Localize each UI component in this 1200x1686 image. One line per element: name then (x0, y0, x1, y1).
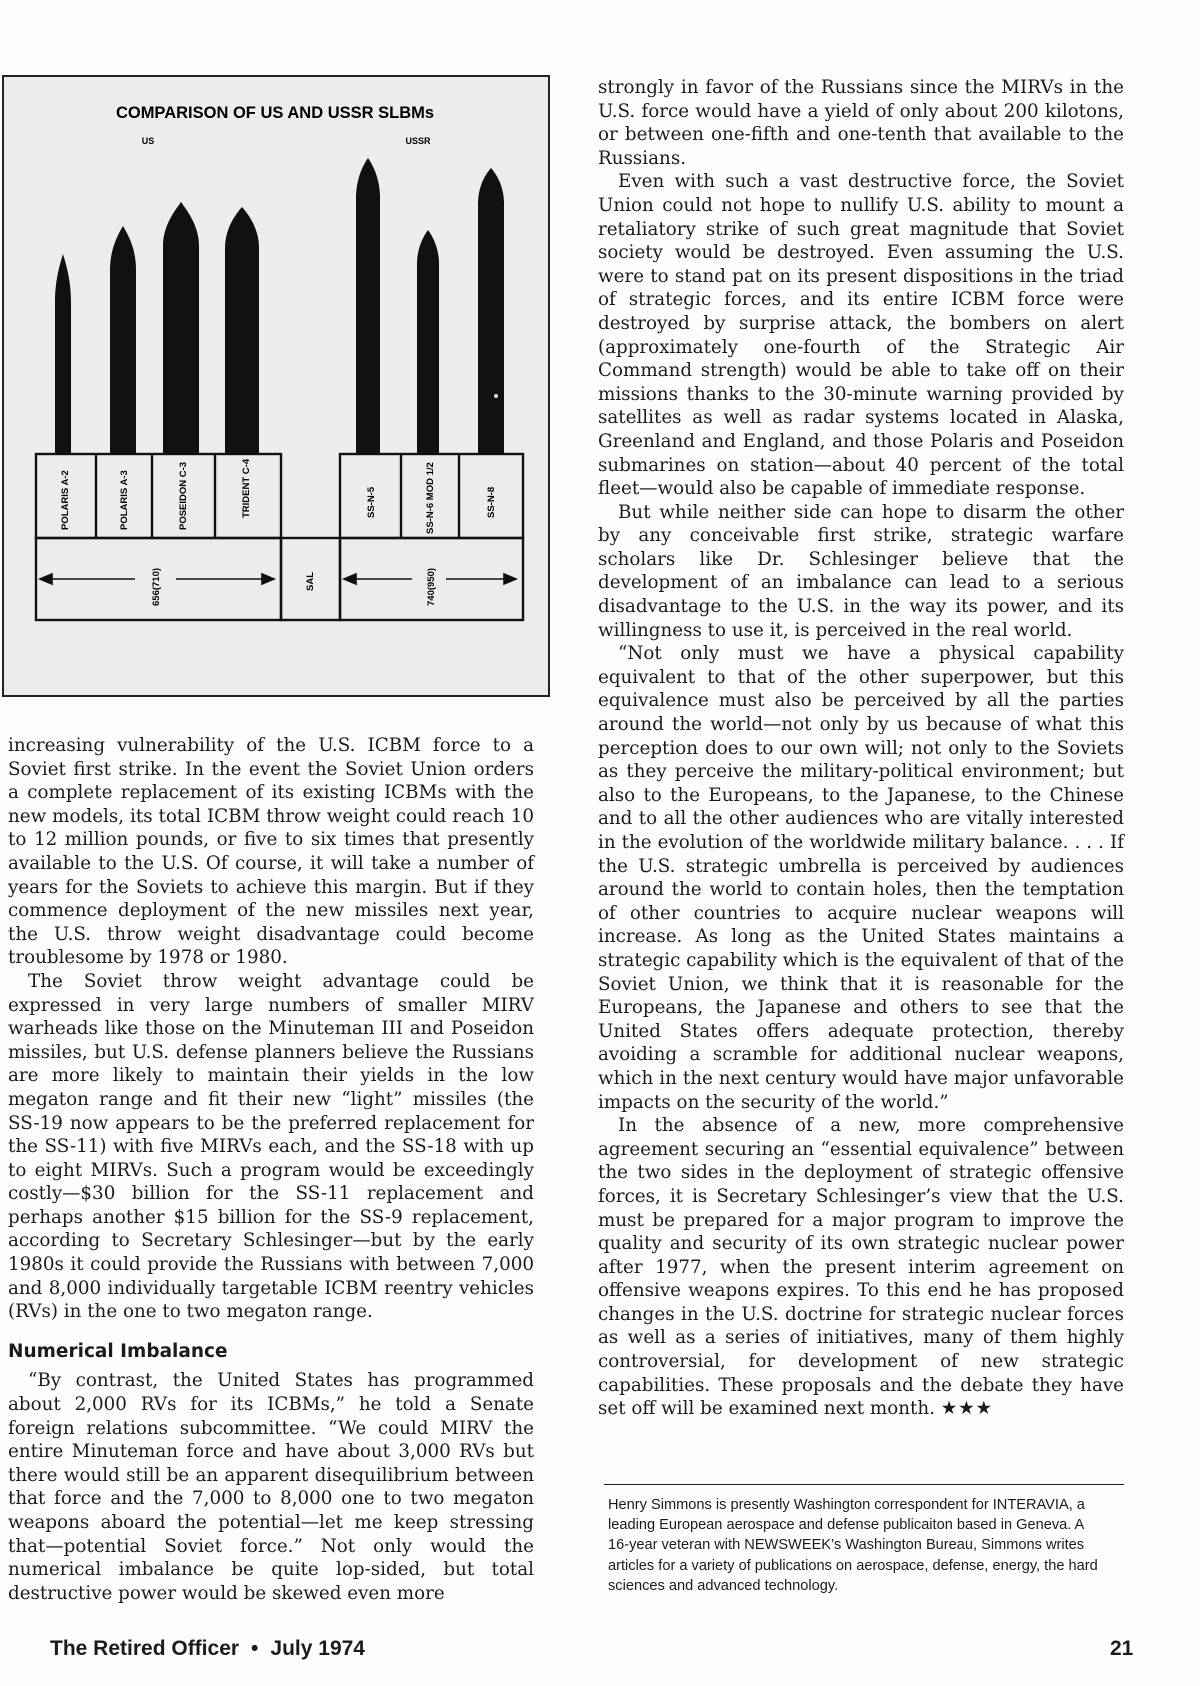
section-heading: Numerical Imbalance (8, 1340, 228, 1362)
label-ss-n-8: SS-N-8 (486, 486, 497, 518)
label-trident-c4: TRIDENT C-4 (241, 458, 252, 518)
sal-label: SAL (305, 572, 316, 591)
ussr-total-count: 740(950) (426, 567, 437, 606)
slbm-comparison-figure (0, 74, 560, 700)
left-paragraph-2: The Soviet throw weight advantage could be expressed in very large numbers of smaller MIRV warheads like those on the Minuteman III and Poseidon missiles, but U.S. defense planners believe the Russians are more likely to maintain their yields in the low megaton range and fit their new “light” missiles (the SS-19 now appears to be the preferred replacement for the SS-11) with five MIRVs each, and the SS-18 with up to eight MIRVs. Such a program would be exceedingly costly—$30 billion for the SS-11 replacement and perhaps another $15 billion for the SS-9 replacement, according to Secretary Schlesinger—but by the early 1980s it could provide the Russians with between 7,000 and 8,000 individually targetable ICBM reentry vehicles (RVs) in the one to two megaton range. (8, 970, 534, 1323)
page-number: 21 (1110, 1637, 1134, 1660)
ss-n-8-missile (478, 168, 504, 454)
ussr-heading: USSR (405, 136, 431, 146)
ss-n-8-marking (494, 394, 498, 398)
figure-frame (3, 76, 549, 696)
publication-name: The Retired Officer (50, 1637, 240, 1660)
label-ss-n-6: SS-N-6 MOD 1/2 (425, 462, 436, 534)
footer-publication-line (50, 1637, 365, 1661)
polaris-a2-missile (55, 254, 71, 454)
byline-divider (604, 1484, 1124, 1485)
polaris-a3-missile (110, 226, 136, 454)
ss-n-5-missile (356, 158, 380, 454)
label-poseidon-c3: POSEIDON C-3 (178, 461, 189, 530)
right-paragraph-5 (598, 1114, 1124, 1421)
left-column (8, 734, 534, 1605)
right-paragraph-1: strongly in favor of the Russians since the MIRVs in the U.S. force would have a yield of only about 200 kilotons, or between one-fifth and one-tenth that available to the Russians. (598, 77, 1124, 169)
left-paragraph-1: increasing vulnerability of the U.S. ICBM force to a Soviet first strike. In the event the Soviet Union orders a complete replacement of its existing ICBMs with the new models, its total ICBM throw weight could reach 10 to 12 million pounds, or five to six times that presently available to the U.S. Of course, it will take a number of years for the Soviets to achieve this margin. But if they commence deployment of the new missiles next year, the U.S. throw weight disadvantage could become troublesome by 1978 or 1980. (8, 735, 534, 969)
label-ss-n-5: SS-N-5 (366, 486, 377, 518)
right-paragraph-3: But while neither side can hope to disarm the other by any conceivable first strike, strategic warfare scholars like Dr. Schlesinger believe that the development of an imbalance can lead to a serious disadvantage to the U.S. in the way its power, and its willingness to use it, is perceived in the real world. (598, 501, 1124, 641)
right-paragraph-5-text: In the absence of a new, more comprehensive agreement securing an “essential equivalence” between the two sides in the deployment of strategic offensive forces, it is Secretary Schlesinger’s view that the U.S. must be prepared for a major program to improve the quality and security of its own strategic nuclear power after 1977, when the present interim agreement on offensive weapons expires. To this end he has proposed changes in the U.S. doctrine for strategic nuclear forces as well as a series of initiatives, many of them highly controversial, for development of new strategic capabilities. These proposals and the debate they have set off will be examined next month. (598, 1115, 1124, 1420)
label-polaris-a3: POLARIS A-3 (119, 470, 130, 530)
right-paragraph-4: “Not only must we have a physical capability equivalent to that of the other superpower, but this equivalence must also be perceived by all the parties around the world—not only by us because of what this perception does to our own will; not only to the Soviets as they perceive the military-political environment; but also to the Europeans, to the Japanese, to the Chinese and to all the other audiences who are vitally interested in the evolution of the worldwide military balance. . . . If the U.S. strategic umbrella is perceived by audiences around the world to contain holes, then the temptation of other countries to acquire nuclear weapons will increase. As long as the United States maintains a strategic capability which is the equivalent of that of the Soviet Union, we think that it is reasonable for the Europeans, the Japanese and others to see that the United States offers adequate protection, thereby avoiding a scramble for additional nuclear weapons, which in the next century would have major unfavorable impacts on the security of the world.” (598, 643, 1124, 1113)
left-paragraph-3: “By contrast, the United States has programmed about 2,000 RVs for its ICBMs,” he told a Senate foreign relations subcommittee. “We could MIRV the entire Minuteman force and have about 3,000 RVs but there would still be an apparent disequilibrium between that force and the 7,000 to 8,000 one to two megaton weapons aboard the potential—let me keep stressing that—potential Soviet force.” Not only would the numerical imbalance be quite lop-sided, but total destructive power would be skewed even more (8, 1370, 534, 1604)
poseidon-c3-missile (163, 202, 199, 454)
label-polaris-a2: POLARIS A-2 (60, 470, 71, 530)
trident-c4-missile (225, 207, 259, 454)
figure-title: COMPARISON OF US AND USSR SLBMs (115, 104, 435, 122)
us-heading: US (141, 136, 155, 146)
right-column (598, 76, 1124, 1421)
ss-n-6-missile (417, 230, 439, 454)
author-byline: Henry Simmons is presently Washington correspondent for INTERAVIA, a leading European aerospace and defense publicaiton based in Geneva. A 16-year veteran with NEWSWEEK’s Washington Bureau, Simmons writes articles for a variety of publications on aerospace, defense, energy, the hard sciences and advanced technology. (608, 1497, 1098, 1594)
footer-separator: • (251, 1637, 259, 1660)
issue-date: July 1974 (270, 1637, 365, 1660)
end-mark-stars: ★★★ (940, 1398, 993, 1420)
right-paragraph-2: Even with such a vast destructive force, the Soviet Union could not hope to nullify U.S. ability to mount a retaliatory strike of such great magnitude that Soviet society would be destroyed. Even assuming the U.S. were to stand pat on its present dispositions in the triad of strategic forces, and its entire ICBM force were destroyed by surprise attack, the bombers on alert (approximately one-fourth of the Strategic Air Command strength) would be able to take off on their missions thanks to the 30-minute warning provided by satellites as well as radar systems located in Alaska, Greenland and England, and those Polaris and Poseidon submarines on station—about 40 percent of the total fleet—would also be capable of immediate response. (598, 171, 1124, 500)
us-total-count: 656(710) (151, 567, 162, 606)
